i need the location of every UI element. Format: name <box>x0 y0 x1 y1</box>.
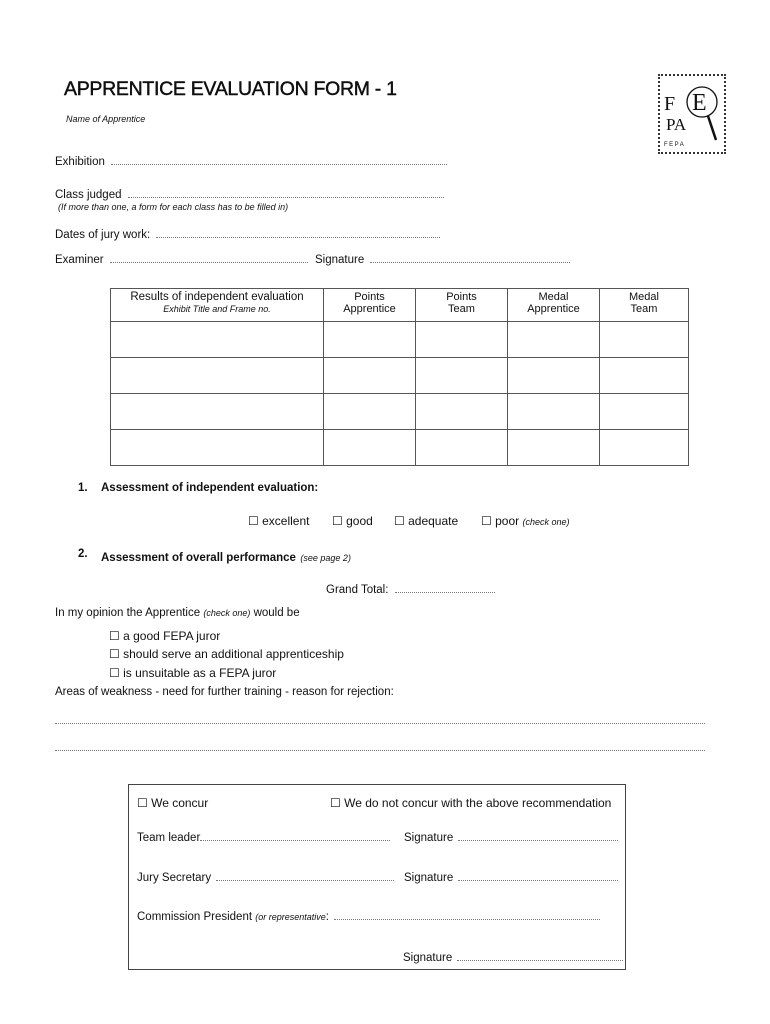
section2-note: (see page 2) <box>300 553 351 563</box>
table-cell[interactable] <box>508 430 600 466</box>
option-good[interactable]: ☐ good <box>332 514 373 528</box>
table-row <box>111 358 689 394</box>
svg-text:PA: PA <box>666 115 687 134</box>
results-table <box>110 288 689 466</box>
exhibition-field[interactable] <box>111 154 447 165</box>
grand-total-row <box>326 582 495 596</box>
table-header-row <box>111 289 689 322</box>
signature-label: Signature <box>403 952 453 964</box>
we-concur-checkbox[interactable]: ☐ We concur <box>137 796 209 810</box>
weakness-label: Areas of weakness - need for further training - reason for rejection: <box>55 686 394 698</box>
signature-label: Signature <box>404 872 454 884</box>
option-adequate[interactable]: ☐ adequate <box>394 514 459 528</box>
name-of-apprentice-label: Name of Apprentice <box>66 114 146 124</box>
table-cell[interactable] <box>111 358 324 394</box>
header-points-apprentice: Points Apprentice <box>324 289 416 322</box>
table-cell[interactable] <box>416 430 508 466</box>
team-leader-signature-row <box>404 830 618 844</box>
fepa-logo-graphic <box>660 76 724 152</box>
svg-text:F: F <box>664 93 676 115</box>
president-signature-field[interactable] <box>457 950 623 961</box>
jury-secretary-signature-field[interactable] <box>458 870 618 881</box>
section1-heading: Assessment of independent evaluation: <box>101 482 319 494</box>
president-signature-row <box>403 950 623 964</box>
table-cell[interactable] <box>416 358 508 394</box>
section2-number: 2. <box>78 548 88 560</box>
table-cell[interactable] <box>600 394 689 430</box>
svg-text:FEPA: FEPA <box>664 142 686 148</box>
dates-field[interactable] <box>156 227 440 238</box>
header-points-team: Points Team <box>416 289 508 322</box>
dates-row <box>55 227 440 241</box>
class-judged-row <box>55 187 444 201</box>
opinion-unsuitable[interactable]: ☐ is unsuitable as a FEPA juror <box>109 666 277 680</box>
option-poor-checkbox[interactable]: ☐ poor <box>481 514 520 528</box>
jury-secretary-signature-row <box>404 870 618 884</box>
table-cell[interactable] <box>416 322 508 358</box>
table-cell[interactable] <box>600 322 689 358</box>
table-cell[interactable] <box>324 394 416 430</box>
opinion-good-juror[interactable]: ☐ a good FEPA juror <box>109 629 221 643</box>
svg-text:E: E <box>692 90 707 116</box>
table-row <box>111 322 689 358</box>
weakness-line-2[interactable] <box>55 740 705 751</box>
class-judged-label: Class judged <box>55 189 122 201</box>
signature-field[interactable] <box>370 252 570 263</box>
section2-heading-row <box>101 548 351 566</box>
dates-label: Dates of jury work: <box>55 229 151 241</box>
examiner-row <box>55 252 570 266</box>
page-title: APPRENTICE EVALUATION FORM - 1 <box>64 78 397 100</box>
option-excellent[interactable]: ☐ excellent <box>248 514 310 528</box>
jury-secretary-field[interactable] <box>216 870 394 881</box>
table-cell[interactable] <box>600 430 689 466</box>
class-judged-note: (If more than one, a form for each class has to be filled in) <box>58 202 289 212</box>
table-cell[interactable] <box>508 358 600 394</box>
exhibition-row <box>55 154 447 168</box>
opinion-additional-apprenticeship[interactable]: ☐ should serve an additional apprenticeship <box>109 647 344 661</box>
signature-label: Signature <box>314 254 365 266</box>
section1-number: 1. <box>78 482 88 494</box>
table-row <box>111 394 689 430</box>
header-medal-apprentice: Medal Apprentice <box>508 289 600 322</box>
jury-secretary-row <box>137 870 394 884</box>
signature-label: Signature <box>404 832 454 844</box>
opinion-lead: In my opinion the Apprentice (check one) would be <box>55 607 300 619</box>
examiner-field[interactable] <box>110 252 308 263</box>
jury-secretary-label: Jury Secretary <box>137 872 212 884</box>
commission-note: (or representative <box>255 912 326 922</box>
team-leader-signature-field[interactable] <box>458 830 618 841</box>
table-cell[interactable] <box>324 430 416 466</box>
section2-heading: Assessment of overall performance <box>101 552 296 564</box>
table-cell[interactable] <box>324 358 416 394</box>
class-judged-field[interactable] <box>128 187 444 198</box>
commission-president-field[interactable] <box>334 909 600 920</box>
commission-president-label: Commission President <box>137 911 253 923</box>
fepa-logo <box>658 74 726 154</box>
table-cell[interactable] <box>508 394 600 430</box>
grand-total-label: Grand Total: <box>326 584 389 596</box>
examiner-label: Examiner <box>55 254 104 266</box>
commission-president-row: Commission President (or representative: <box>137 909 600 923</box>
table-cell[interactable] <box>324 322 416 358</box>
option-poor <box>481 514 569 528</box>
header-results: Results of independent evaluation Exhibit Title and Frame no. <box>111 289 324 322</box>
table-cell[interactable] <box>508 322 600 358</box>
team-leader-row <box>137 830 390 844</box>
check-one-note: (check one) <box>522 517 570 527</box>
table-cell[interactable] <box>600 358 689 394</box>
weakness-line-1[interactable] <box>55 713 705 724</box>
we-do-not-concur-checkbox[interactable]: ☐ We do not concur with the above recommendation <box>330 796 612 810</box>
table-cell[interactable] <box>416 394 508 430</box>
grand-total-field[interactable] <box>395 582 495 593</box>
header-medal-team: Medal Team <box>600 289 689 322</box>
team-leader-field[interactable] <box>200 830 390 841</box>
table-cell[interactable] <box>111 394 324 430</box>
table-cell[interactable] <box>111 322 324 358</box>
table-row <box>111 430 689 466</box>
team-leader-label: Team leader <box>137 832 201 844</box>
table-cell[interactable] <box>111 430 324 466</box>
exhibition-label: Exhibition <box>55 156 105 168</box>
